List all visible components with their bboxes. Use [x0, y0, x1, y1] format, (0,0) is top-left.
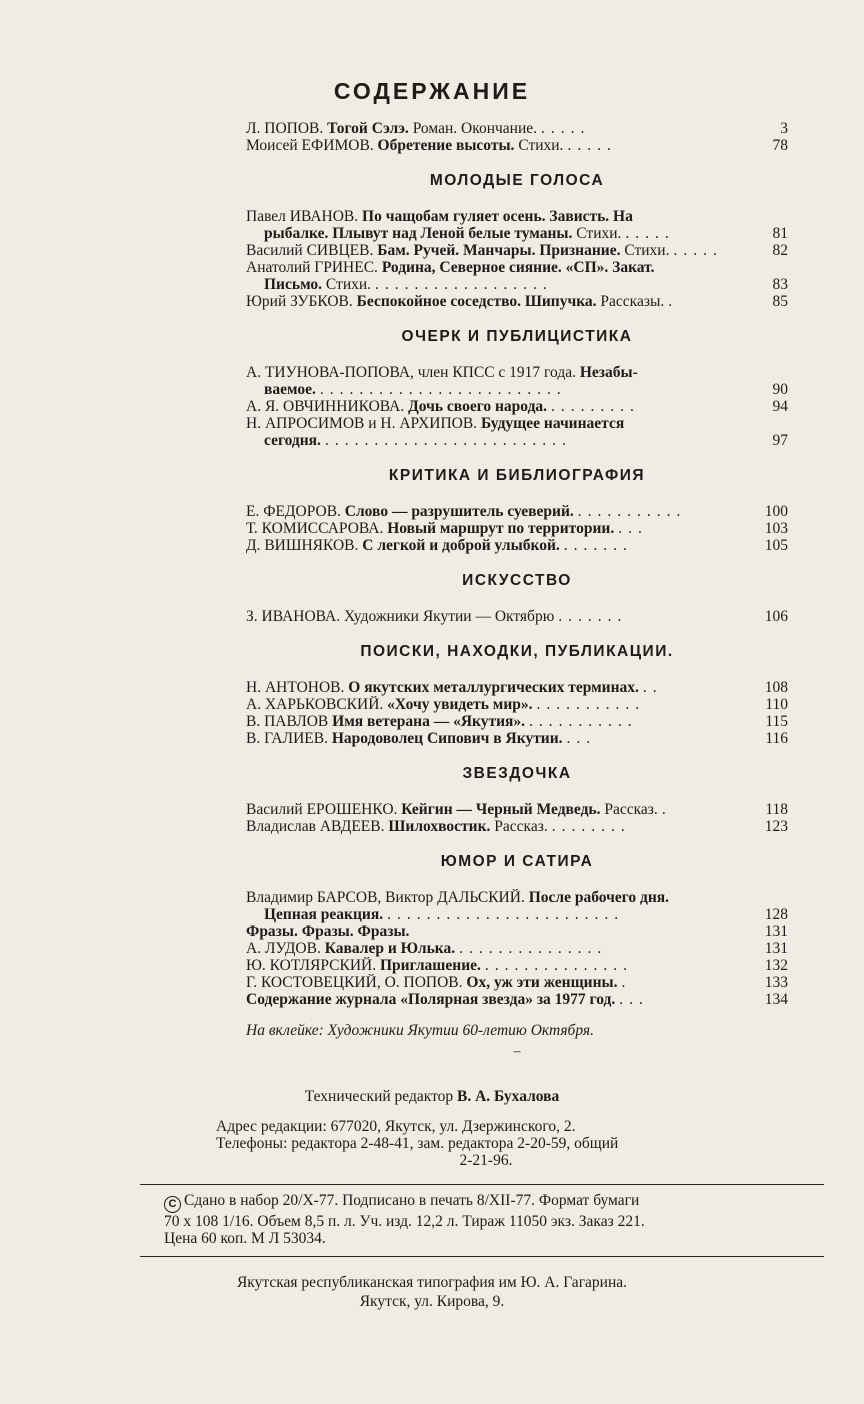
work-title-cont: сегодня. [264, 432, 321, 449]
page-number: 115 [765, 713, 788, 730]
imprint [164, 1192, 824, 1247]
technical-editor-label: Технический редактор [304, 1088, 454, 1105]
genre: Стихи. [576, 225, 622, 242]
toc-entry [246, 923, 788, 940]
work-title-cont: рыбалке. Плывут над Леной белые туманы. [264, 225, 573, 242]
genre: Стихи. [518, 137, 564, 154]
work-title-cont: Письмо. [264, 276, 323, 293]
author: Павел ИВАНОВ. [246, 208, 359, 225]
genre: Рассказ. [494, 818, 548, 835]
work-title: Имя ветерана — «Якутия». [332, 713, 526, 730]
author: Василий СИВЦЕВ. [246, 242, 374, 259]
work-title: Ох, уж эти женщины. [466, 974, 618, 991]
genre: Рассказы. [600, 293, 665, 310]
author: Н. АПРОСИМОВ и Н. АРХИПОВ. [246, 415, 478, 432]
page-number: 3 [780, 120, 788, 137]
toc-entry: Содержание журнала «Полярная звезда» за 1977 год. ... 134 [246, 991, 788, 1008]
page-number: 106 [764, 608, 788, 625]
page-number: 132 [764, 957, 788, 974]
author: А. ХАРЬКОВСКИЙ. [246, 696, 384, 713]
toc-entry: Юрий ЗУБКОВ. Беспокойное соседство. Шипучка. Рассказы. . 85 [246, 293, 788, 310]
toc-entry: Владимир БАРСОВ, Виктор ДАЛЬСКИЙ. После рабочего дня. Цепная реакция. ........................ 128 [246, 889, 788, 923]
page-number: 123 [764, 818, 788, 835]
author: Анатолий ГРИНЕС. [246, 259, 378, 276]
page-number: 85 [772, 293, 788, 310]
address-line: Адрес редакции: 677020, Якутск, ул. Дзержинского, 2. [216, 1118, 576, 1135]
page-title: СОДЕРЖАНИЕ [333, 78, 531, 104]
author: Г. КОСТОВЕЦКИЙ, О. ПОПОВ. [246, 974, 463, 991]
page-number: 103 [764, 520, 788, 537]
work-title: О якутских металлургических терминах. [348, 679, 639, 696]
page-number: 100 [764, 503, 788, 520]
author: Д. ВИШНЯКОВ. [246, 537, 359, 554]
imprint-line: 70 x 108 1/16. Объем 8,5 п. л. Уч. изд. 12,2 л. Тираж 11050 экз. Заказ 221. [164, 1213, 645, 1230]
copyright-icon: С [164, 1196, 181, 1213]
section-heading: ЮМОР И САТИРА [440, 853, 594, 870]
page-number: 131 [764, 923, 788, 940]
author: Владислав АВДЕЕВ. [246, 818, 385, 835]
page-number: 128 [764, 906, 788, 923]
page-number: 133 [764, 974, 788, 991]
toc-entry: З. ИВАНОВА. Художники Якутии — Октябрю ....... 106 [246, 608, 788, 625]
phones-line: Телефоны: редактора 2-48-41, зам. редактора 2-20-59, общий [216, 1135, 619, 1152]
work-title: Кейгин — Черный Медведь. [401, 801, 601, 818]
divider-top [140, 1184, 824, 1185]
page-number: 81 [772, 225, 788, 242]
page-number: 82 [772, 242, 788, 259]
toc-entry: Анатолий ГРИНЕС. Родина, Северное сияние. «СП». Закат. Письмо. Стихи. .................. 83 [246, 259, 788, 293]
page-number: 108 [764, 679, 788, 696]
work-title: Беспокойное соседство. Шипучка. [356, 293, 597, 310]
genre: Стихи. [624, 242, 670, 259]
technical-editor [0, 1088, 864, 1106]
divider-bottom [140, 1256, 824, 1257]
divider-dash: – [513, 1044, 521, 1059]
section-heading: ИСКУССТВО [462, 572, 572, 589]
toc-entry: Владислав АВДЕЕВ. Шилохвостик. Рассказ. ........ 123 [246, 818, 788, 835]
author: А. ЛУДОВ. [246, 940, 321, 957]
page-number: 105 [764, 537, 788, 554]
printer-address: Якутск, ул. Кирова, 9. [359, 1293, 505, 1310]
author: Т. КОМИССАРОВА. [246, 520, 384, 537]
work-title: Художники Якутии — Октябрю [343, 608, 555, 625]
author: Е. ФЕДОРОВ. [246, 503, 341, 520]
author: Л. ПОПОВ. [246, 120, 324, 137]
toc-entry: В. ГАЛИЕВ. Народоволец Сипович в Якутии. ... 116 [246, 730, 788, 747]
work-title: Новый маршрут по территории. [387, 520, 615, 537]
toc-entry: А. Я. ОВЧИННИКОВА. Дочь своего народа. ......... 94 [246, 398, 788, 415]
page-number: 110 [765, 696, 788, 713]
work-title: Фразы. Фразы. Фразы. [246, 923, 410, 940]
page-number: 90 [772, 381, 788, 398]
toc-entry: Н. АПРОСИМОВ и Н. АРХИПОВ. Будущее начинается сегодня. ......................... 97 [246, 415, 788, 449]
toc-entry: А. ХАРЬКОВСКИЙ. «Хочу увидеть мир». ........... 110 [246, 696, 788, 713]
author: Василий ЕРОШЕНКО. [246, 801, 398, 818]
work-title: После рабочего дня. [528, 889, 670, 906]
section-heading: КРИТИКА И БИБЛИОГРАФИЯ [388, 467, 646, 484]
author: Н. АНТОНОВ. [246, 679, 345, 696]
work-title: По чащобам гуляет осень. Зависть. На [362, 208, 633, 225]
toc-entry: А. ЛУДОВ. Кавалер и Юлька. ............... 131 [246, 940, 788, 957]
work-title: Родина, Северное сияние. «СП». Закат. [381, 259, 655, 276]
work-title: Кавалер и Юлька. [324, 940, 456, 957]
genre: Рассказ. [604, 801, 658, 818]
author-note: член КПСС с 1917 года. [417, 364, 576, 381]
printer-info [0, 1273, 864, 1311]
imprint-line: С Сдано в набор 20/X-77. Подписано в печать 8/XII-77. Формат бумаги [164, 1192, 824, 1213]
section-heading: МОЛОДЫЕ ГОЛОСА [429, 172, 605, 189]
page-number: 83 [772, 276, 788, 293]
work-title: Дочь своего народа. [408, 398, 548, 415]
page-number: 94 [772, 398, 788, 415]
technical-editor-name: В. А. Бухалова [457, 1088, 560, 1105]
page-number: 116 [765, 730, 788, 747]
toc-entry: Василий СИВЦЕВ. Бам. Ручей. Манчары. Признание. Стихи. ..... 82 [246, 242, 788, 259]
author: А. Я. ОВЧИННИКОВА. [246, 398, 405, 415]
toc-entry: Моисей ЕФИМОВ. Обретение высоты. Стихи. ..... 78 [246, 137, 788, 154]
page-number: 118 [765, 801, 788, 818]
toc-entry: Д. ВИШНЯКОВ. С легкой и доброй улыбкой. ....... 105 [246, 537, 788, 554]
work-title: Шилохвостик. [388, 818, 491, 835]
author: Юрий ЗУБКОВ. [246, 293, 353, 310]
work-title: С легкой и доброй улыбкой. [362, 537, 560, 554]
work-title: Обретение высоты. [377, 137, 515, 154]
work-title: Народоволец Сипович в Якутии. [331, 730, 563, 747]
printer-name: Якутская республиканская типография им Ю. А. Гагарина. [236, 1274, 628, 1291]
work-title: Слово — разрушитель суеверий. [344, 503, 574, 520]
toc [246, 120, 788, 1060]
author: Владимир БАРСОВ, Виктор ДАЛЬСКИЙ. [246, 889, 525, 906]
author: Ю. КОТЛЯРСКИЙ. [246, 957, 377, 974]
genre: Роман. Окончание. [412, 120, 538, 137]
work-title: Будущее начинается [480, 415, 625, 432]
toc-entry: Василий ЕРОШЕНКО. Кейгин — Черный Медведь. Рассказ. . 118 [246, 801, 788, 818]
toc-entry: Ю. КОТЛЯРСКИЙ. Приглашение. ............... 132 [246, 957, 788, 974]
work-title: Незабы- [579, 364, 638, 381]
phones-line: 2-21-96. [459, 1152, 513, 1169]
section-heading: ЗВЕЗДОЧКА [462, 765, 572, 782]
work-title-cont: Цепная реакция. [264, 906, 384, 923]
toc-entry: Е. ФЕДОРОВ. Слово — разрушитель суеверий. ........... 100 [246, 503, 788, 520]
author: В. ПАВЛОВ [246, 713, 329, 730]
work-title: Приглашение. [380, 957, 481, 974]
author: Моисей ЕФИМОВ. [246, 137, 374, 154]
page-number: 131 [764, 940, 788, 957]
editorial-address [216, 1118, 796, 1169]
author: З. ИВАНОВА. [246, 608, 341, 625]
genre: Стихи. [325, 276, 372, 293]
toc-entry: Г. КОСТОВЕЦКИЙ, О. ПОПОВ. Ох, уж эти женщины. . 133 [246, 974, 788, 991]
toc-entry: В. ПАВЛОВ Имя ветерана — «Якутия». ........... 115 [246, 713, 788, 730]
imprint-line: Цена 60 коп. М Л 53034. [164, 1230, 326, 1247]
author: А. ТИУНОВА-ПОПОВА, [246, 364, 414, 381]
toc-entry: Н. АНТОНОВ. О якутских металлургических терминах. .. 108 [246, 679, 788, 696]
section-heading: ПОИСКИ, НАХОДКИ, ПУБЛИКАЦИИ. [360, 643, 674, 660]
toc-entry: А. ТИУНОВА-ПОПОВА, член КПСС с 1917 года. Незабы- ваемое. ......................... 90 [246, 364, 788, 398]
page-number: 134 [764, 991, 788, 1008]
author: В. ГАЛИЕВ. [246, 730, 328, 747]
section-heading: ОЧЕРК И ПУБЛИЦИСТИКА [401, 328, 633, 345]
toc-entry: Л. ПОПОВ. Тогой Сэлэ. Роман. Окончание. ..... 3 [246, 120, 788, 137]
toc-entry: Т. КОМИССАРОВА. Новый маршрут по территории. ... 103 [246, 520, 788, 537]
toc-entry: Павел ИВАНОВ. По чащобам гуляет осень. Зависть. На рыбалке. Плывут над Леной белые туманы. Стихи. ..... 81 [246, 208, 788, 242]
work-title: «Хочу увидеть мир». [387, 696, 533, 713]
page-number: 78 [772, 137, 788, 154]
work-title: Бам. Ручей. Манчары. Признание. [377, 242, 621, 259]
work-title: Содержание журнала «Полярная звезда» за 1977 год. [246, 991, 616, 1008]
page-number: 97 [772, 432, 788, 449]
work-title: Тогой Сэлэ. [327, 120, 409, 137]
work-title-cont: ваемое. [264, 381, 316, 398]
insert-note: На вклейке: Художники Якутии 60-летию Октября. [246, 1022, 594, 1039]
